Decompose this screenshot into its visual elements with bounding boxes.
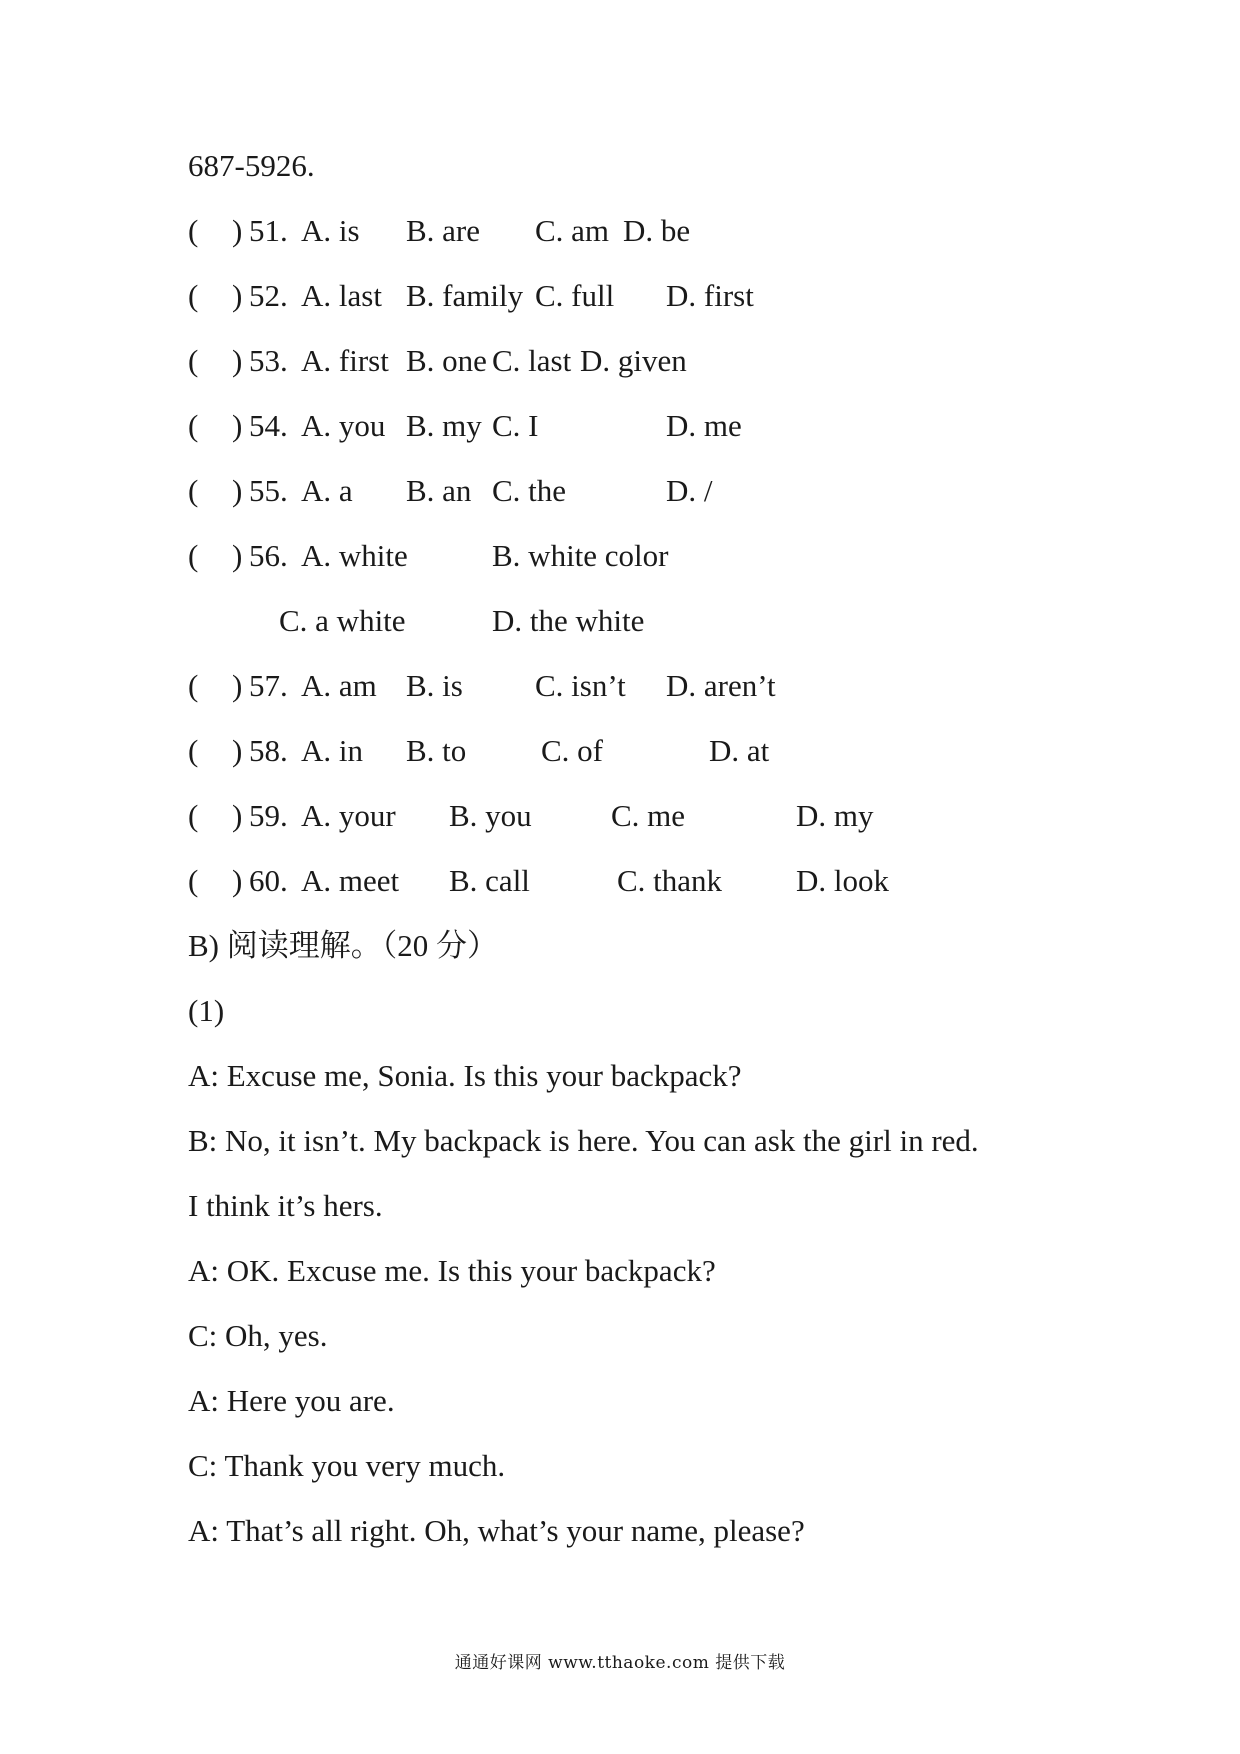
option-b: B. one bbox=[406, 343, 487, 378]
option-c: C. of bbox=[541, 733, 603, 768]
option-d: D. my bbox=[796, 798, 874, 833]
answer-paren-open: ( bbox=[188, 668, 199, 703]
dialogue-line: C: Oh, yes. bbox=[188, 1318, 328, 1353]
option-a: A. your bbox=[301, 798, 396, 833]
answer-paren-open: ( bbox=[188, 538, 199, 573]
option-a: A. a bbox=[301, 473, 353, 508]
option-d: D. the white bbox=[492, 603, 645, 638]
answer-paren-close: ) bbox=[232, 473, 243, 508]
section-heading: B) 阅读理解。（20 分） bbox=[188, 928, 498, 963]
question-number: 51. bbox=[249, 213, 288, 248]
continued-text: 687-5926. bbox=[188, 148, 315, 183]
page-footer: 通通好课网 www.tthaoke.com 提供下载 bbox=[454, 1653, 786, 1673]
option-b: B. my bbox=[406, 408, 482, 443]
option-b: B. is bbox=[406, 668, 463, 703]
option-d: D. look bbox=[796, 863, 889, 898]
option-c: C. am bbox=[535, 213, 610, 248]
answer-paren-open: ( bbox=[188, 278, 199, 313]
option-b: B. are bbox=[406, 213, 481, 248]
answer-paren-open: ( bbox=[188, 863, 199, 898]
option-d: D. be bbox=[623, 213, 691, 248]
answer-paren-close: ) bbox=[232, 278, 243, 313]
question-number: 60. bbox=[249, 863, 288, 898]
question-number: 52. bbox=[249, 278, 288, 313]
option-d: D. / bbox=[666, 473, 713, 508]
option-a: A. you bbox=[301, 408, 386, 443]
option-b: B. you bbox=[449, 798, 532, 833]
answer-paren-open: ( bbox=[188, 473, 199, 508]
answer-paren-open: ( bbox=[188, 733, 199, 768]
answer-paren-open: ( bbox=[188, 343, 199, 378]
option-c: C. me bbox=[611, 798, 686, 833]
dialogue-line: A: Excuse me, Sonia. Is this your backpack? bbox=[188, 1058, 742, 1093]
answer-paren-close: ) bbox=[232, 213, 243, 248]
answer-paren-close: ) bbox=[232, 798, 243, 833]
option-d: D. aren’t bbox=[666, 668, 776, 703]
question-number: 53. bbox=[249, 343, 288, 378]
option-d: D. me bbox=[666, 408, 742, 443]
answer-paren-close: ) bbox=[232, 408, 243, 443]
answer-paren-close: ) bbox=[232, 668, 243, 703]
answer-paren-close: ) bbox=[232, 863, 243, 898]
option-d: D. given bbox=[580, 343, 687, 378]
option-c: C. last bbox=[492, 343, 572, 378]
dialogue-line: A: OK. Excuse me. Is this your backpack? bbox=[188, 1253, 716, 1288]
option-b: B. white color bbox=[492, 538, 669, 573]
answer-paren-open: ( bbox=[188, 213, 199, 248]
option-a: A. last bbox=[301, 278, 382, 313]
question-number: 57. bbox=[249, 668, 288, 703]
option-a: A. meet bbox=[301, 863, 400, 898]
option-c: C. the bbox=[492, 473, 567, 508]
dialogue-line: C: Thank you very much. bbox=[188, 1448, 506, 1483]
option-c: C. a white bbox=[279, 603, 406, 638]
option-c: C. thank bbox=[617, 863, 723, 898]
option-a: A. white bbox=[301, 538, 408, 573]
answer-paren-open: ( bbox=[188, 408, 199, 443]
option-b: B. call bbox=[449, 863, 530, 898]
passage-number: (1) bbox=[188, 993, 225, 1028]
question-number: 55. bbox=[249, 473, 288, 508]
option-c: C. isn’t bbox=[535, 668, 626, 703]
answer-paren-close: ) bbox=[232, 343, 243, 378]
option-a: A. first bbox=[301, 343, 389, 378]
dialogue-line: I think it’s hers. bbox=[188, 1188, 383, 1223]
answer-paren-close: ) bbox=[232, 733, 243, 768]
option-b: B. to bbox=[406, 733, 467, 768]
option-d: D. first bbox=[666, 278, 754, 313]
option-c: C. I bbox=[492, 408, 539, 443]
dialogue-line: B: No, it isn’t. My backpack is here. You can ask the girl in red. bbox=[188, 1123, 979, 1158]
question-number: 56. bbox=[249, 538, 288, 573]
dialogue-line: A: Here you are. bbox=[188, 1383, 395, 1418]
question-number: 54. bbox=[249, 408, 288, 443]
option-a: A. is bbox=[301, 213, 360, 248]
question-number: 59. bbox=[249, 798, 288, 833]
answer-paren-close: ) bbox=[232, 538, 243, 573]
option-b: B. an bbox=[406, 473, 472, 508]
option-a: A. am bbox=[301, 668, 377, 703]
option-c: C. full bbox=[535, 278, 615, 313]
answer-paren-open: ( bbox=[188, 798, 199, 833]
option-b: B. family bbox=[406, 278, 524, 313]
question-number: 58. bbox=[249, 733, 288, 768]
dialogue-line: A: That’s all right. Oh, what’s your name, please? bbox=[188, 1513, 805, 1548]
option-d: D. at bbox=[709, 733, 770, 768]
option-a: A. in bbox=[301, 733, 363, 768]
